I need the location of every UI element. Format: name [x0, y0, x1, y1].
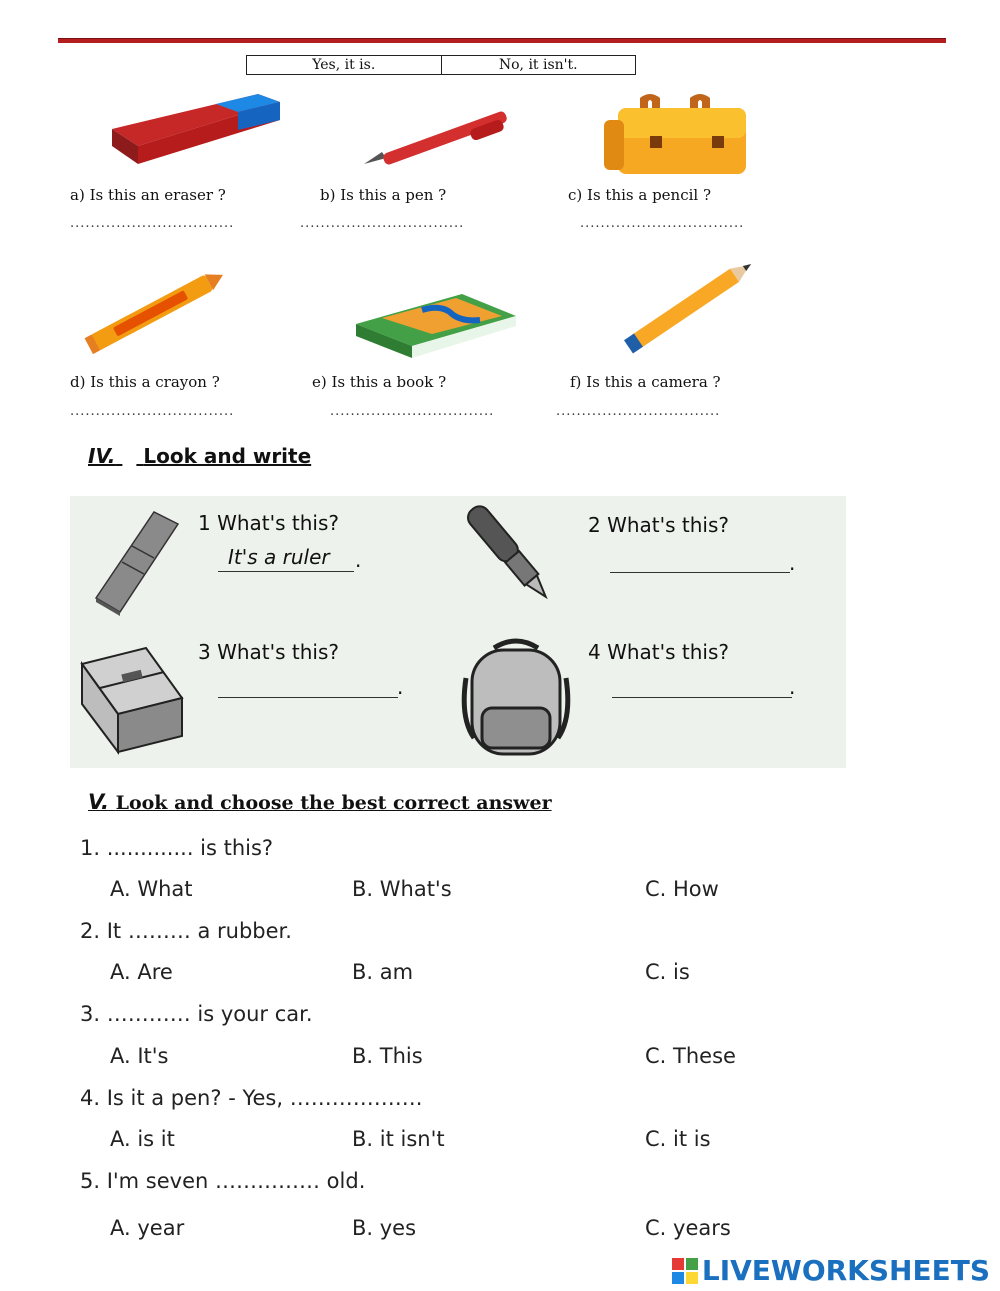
section-4-number: IV. — [88, 444, 116, 468]
answer-blank-c[interactable]: ................................ — [580, 216, 745, 231]
question-b: b) Is this a pen ? — [320, 186, 447, 204]
item-4-label: 4 What's this? — [588, 640, 730, 664]
mcq-3-stem: 3. ………… is your car. — [80, 1002, 313, 1026]
section-4-heading — [88, 444, 311, 468]
mcq-4-option-b[interactable]: B. it isn't — [352, 1127, 445, 1151]
item-1-line — [218, 571, 354, 572]
book-icon — [352, 290, 518, 360]
answer-blank-d[interactable]: ................................ — [70, 404, 235, 419]
question-d: d) Is this a crayon ? — [70, 373, 220, 391]
section-5-title: Look and choose the best correct answer — [115, 792, 552, 814]
mcq-5-option-c[interactable]: C. years — [645, 1216, 731, 1240]
mcq-1-stem: 1. ............. is this? — [80, 836, 274, 860]
answer-no: No, it isn't. — [441, 56, 636, 74]
item-1-label: 1 What's this? — [198, 511, 340, 535]
crayon-icon — [76, 266, 234, 356]
item-3-period: . — [397, 675, 404, 699]
section-5-number: V. — [88, 790, 109, 814]
pen-icon — [360, 108, 510, 168]
mcq-3-option-c[interactable]: C. These — [645, 1044, 736, 1068]
item-4-period: . — [789, 675, 796, 699]
question-c: c) Is this a pencil ? — [568, 186, 712, 204]
header-rule — [58, 38, 946, 43]
fountain-pen-icon — [458, 494, 560, 612]
mcq-1-option-c[interactable]: C. How — [645, 877, 719, 901]
ruler-icon — [92, 508, 182, 616]
answer-blank-f[interactable]: ................................ — [556, 404, 721, 419]
mcq-3-option-a[interactable]: A. It's — [110, 1044, 169, 1068]
mcq-2-option-b[interactable]: B. am — [352, 960, 414, 984]
mcq-4-option-a[interactable]: A. is it — [110, 1127, 175, 1151]
mcq-1-option-a[interactable]: A. What — [110, 877, 193, 901]
mcq-3-option-b[interactable]: B. This — [352, 1044, 423, 1068]
rubber-icon — [78, 644, 188, 756]
question-e: e) Is this a book ? — [312, 373, 447, 391]
question-f: f) Is this a camera ? — [570, 373, 721, 391]
backpack-icon — [460, 638, 572, 762]
logo-text: LIVEWORKSHEETS — [701, 1254, 990, 1287]
liveworksheets-logo — [672, 1254, 990, 1287]
school-bag-icon — [600, 90, 750, 176]
mcq-2-stem: 2. It ……… a rubber. — [80, 919, 292, 943]
mcq-5-option-b[interactable]: B. yes — [352, 1216, 417, 1240]
question-a: a) Is this an eraser ? — [70, 186, 226, 204]
logo-mark-icon — [672, 1258, 698, 1284]
item-2-period: . — [789, 551, 796, 575]
item-2-label: 2 What's this? — [588, 513, 730, 537]
eraser-icon — [108, 84, 283, 174]
answer-choices-box — [246, 55, 636, 75]
mcq-4-stem: 4. Is it a pen? - Yes, ………………. — [80, 1086, 423, 1110]
section-4-title: Look and write — [143, 444, 312, 468]
mcq-2-option-c[interactable]: C. is — [645, 960, 690, 984]
item-4-line[interactable] — [612, 697, 792, 698]
answer-blank-b[interactable]: ................................ — [300, 216, 465, 231]
item-1-answer[interactable]: It's a ruler — [228, 545, 330, 569]
pencil-icon — [612, 256, 766, 356]
mcq-5-stem: 5. I'm seven …………… old. — [80, 1169, 366, 1193]
mcq-5-option-a[interactable]: A. year — [110, 1216, 185, 1240]
answer-yes: Yes, it is. — [312, 57, 376, 73]
mcq-1-option-b[interactable]: B. What's — [352, 877, 452, 901]
section-5-heading — [88, 790, 552, 814]
item-2-line[interactable] — [610, 572, 790, 573]
answer-blank-e[interactable]: ................................ — [330, 404, 495, 419]
mcq-2-option-a[interactable]: A. Are — [110, 960, 173, 984]
answer-blank-a[interactable]: ................................ — [70, 216, 235, 231]
mcq-4-option-c[interactable]: C. it is — [645, 1127, 711, 1151]
item-3-line[interactable] — [218, 697, 398, 698]
item-1-period: . — [355, 548, 362, 572]
item-3-label: 3 What's this? — [198, 640, 340, 664]
